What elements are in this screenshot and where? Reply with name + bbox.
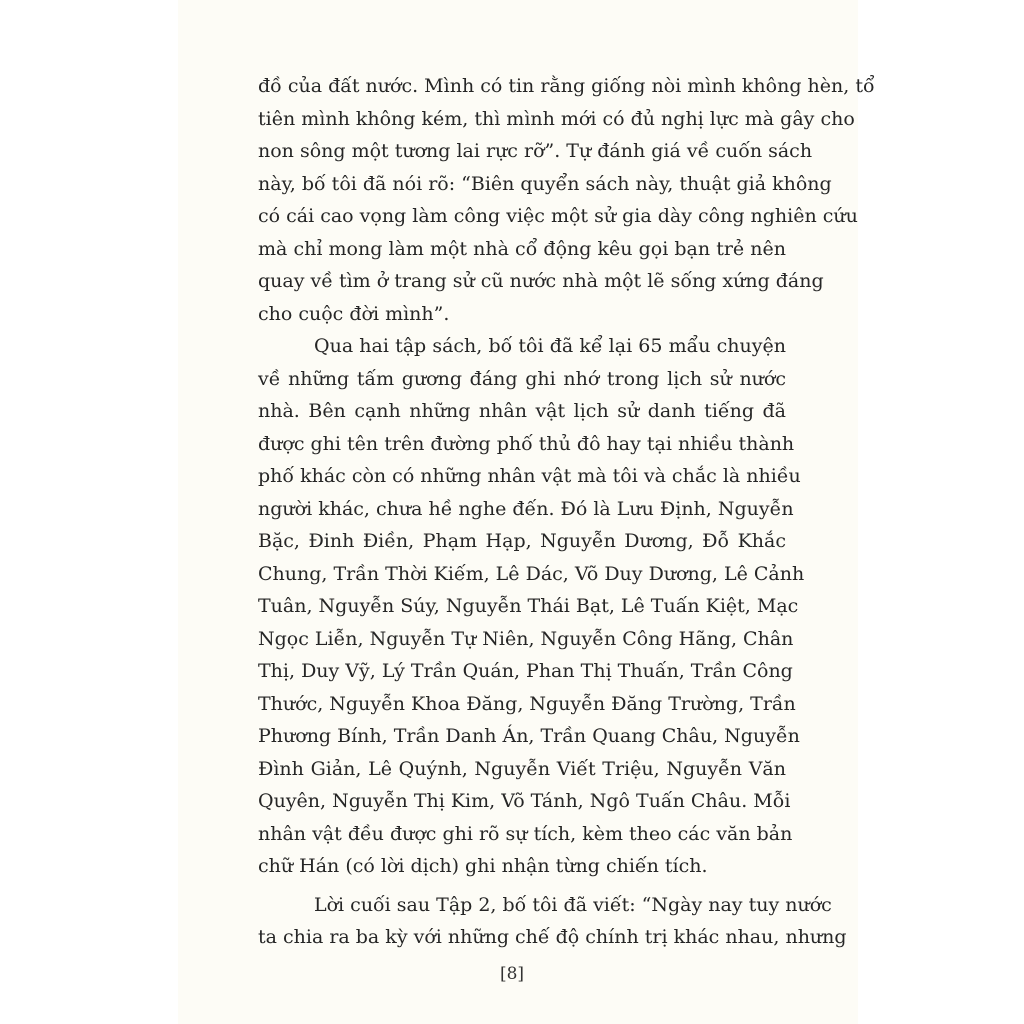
text-line: chữ Hán (có lời dịch) ghi nhận từng chiến tích.	[258, 855, 708, 877]
text-line: Thước, Nguyễn Khoa Đăng, Nguyễn Đăng Trường, Trần	[258, 692, 796, 715]
text-line: quay về tìm ở trang sử cũ nước nhà một lẽ sống xứng đáng	[258, 270, 824, 292]
text-line: đồ của đất nước. Mình có tin rằng giống nòi mình không hèn, tổ	[258, 75, 875, 97]
text-line: về những tấm gương đáng ghi nhớ trong lịch sử nước	[258, 367, 786, 390]
text-line: Tuân, Nguyễn Súy, Nguyễn Thái Bạt, Lê Tuấn Kiệt, Mạc	[258, 595, 799, 617]
text-line: mà chỉ mong làm một nhà cổ động kêu gọi bạn trẻ nên	[258, 237, 786, 260]
text-line: có cái cao vọng làm công việc một sử gia dày công nghiên cứu	[258, 205, 858, 227]
text-line: cho cuộc đời mình”.	[258, 302, 450, 325]
text-line: tiên mình không kém, thì mình mới có đủ nghị lực mà gây cho	[258, 107, 855, 130]
text-line: nhà. Bên cạnh những nhân vật lịch sử danh tiếng đã	[258, 400, 786, 422]
text-line: phố khác còn có những nhân vật mà tôi và chắc là nhiều	[258, 465, 801, 487]
text-line: Chung, Trần Thời Kiếm, Lê Dác, Võ Duy Dương, Lê Cảnh	[258, 562, 805, 585]
text-line: này, bố tôi đã nói rõ: “Biên quyển sách này, thuật giả không	[258, 172, 832, 195]
text-line: Bặc, Đinh Điền, Phạm Hạp, Nguyễn Dương, Đỗ Khắc	[258, 530, 786, 552]
text-line: người khác, chưa hề nghe đến. Đó là Lưu Định, Nguyễn	[258, 497, 794, 520]
page-number: [8]	[499, 964, 525, 984]
body-text	[258, 70, 875, 954]
text-line: Ngọc Liễn, Nguyễn Tự Niên, Nguyễn Công Hãng, Chân	[258, 627, 794, 650]
text-line: nhân vật đều được ghi rõ sự tích, kèm theo các văn bản	[258, 822, 793, 845]
text-line: Đình Giản, Lê Quýnh, Nguyễn Viết Triệu, Nguyễn Văn	[258, 757, 786, 780]
text-line: Phương Bính, Trần Danh Án, Trần Quang Châu, Nguyễn	[258, 725, 800, 747]
text-line: được ghi tên trên đường phố thủ đô hay tại nhiều thành	[258, 432, 795, 455]
text-line: Lời cuối sau Tập 2, bố tôi đã viết: “Ngày nay tuy nước	[314, 893, 832, 916]
text-line: Qua hai tập sách, bố tôi đã kể lại 65 mẩu chuyện	[314, 335, 786, 357]
text-line: non sông một tương lai rực rỡ”. Tự đánh giá về cuốn sách	[258, 140, 813, 162]
text-line: Quyên, Nguyễn Thị Kim, Võ Tánh, Ngô Tuấn Châu. Mỗi	[258, 790, 791, 812]
text-line: Thị, Duy Vỹ, Lý Trần Quán, Phan Thị Thuấn, Trần Công	[258, 660, 793, 682]
text-line: ta chia ra ba kỳ với những chế độ chính trị khác nhau, nhưng	[258, 926, 847, 948]
